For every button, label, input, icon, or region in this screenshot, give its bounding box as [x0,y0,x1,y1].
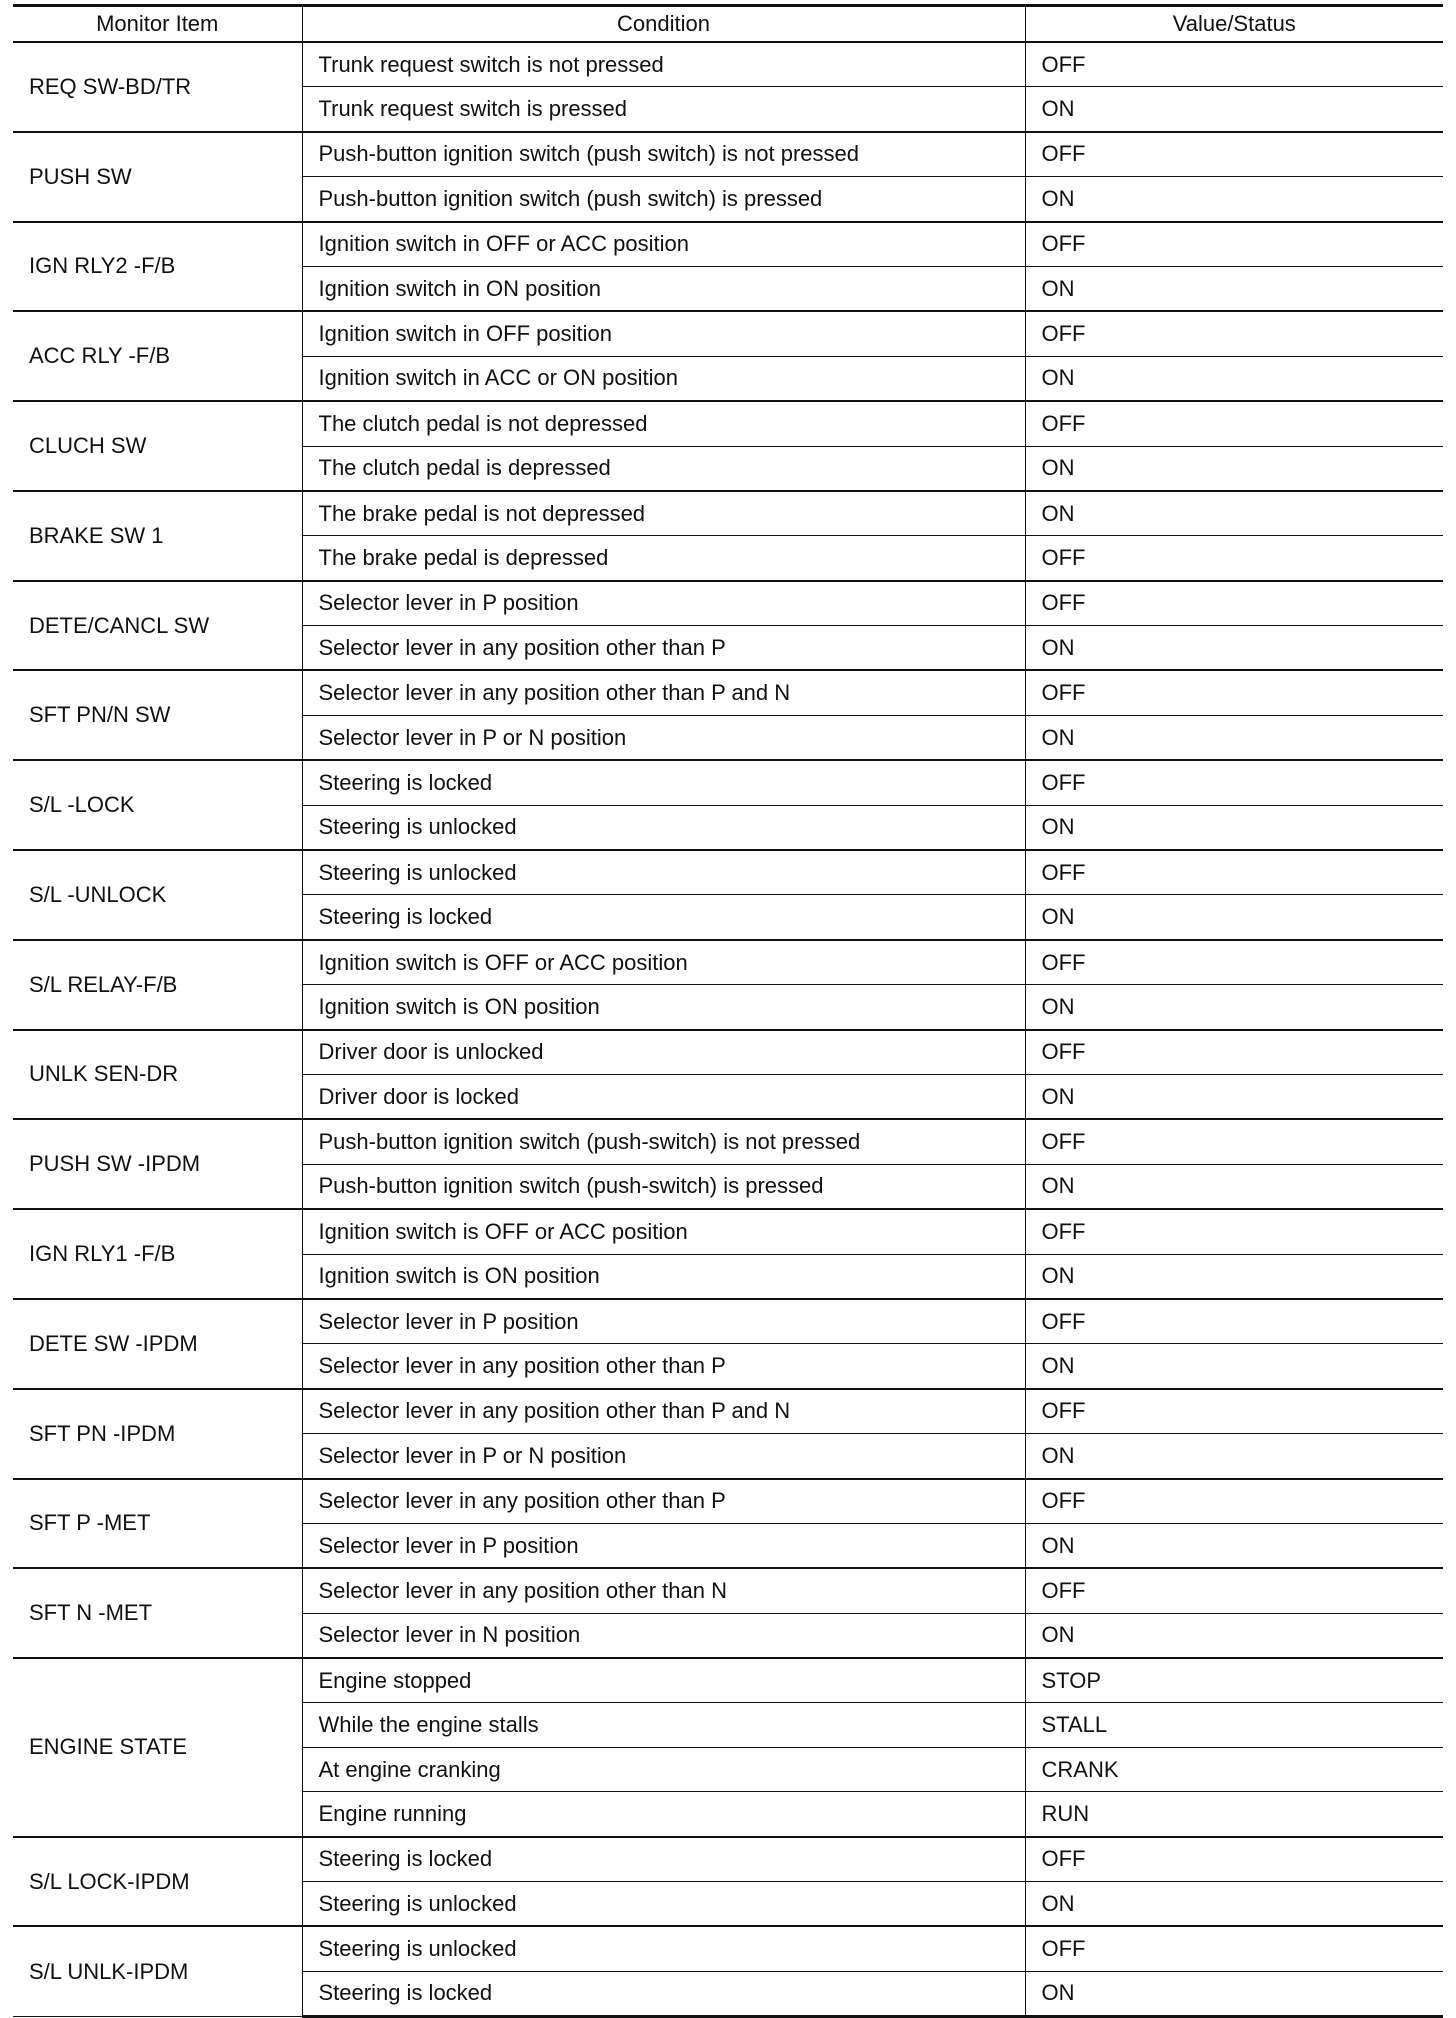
value-status-cell: OFF [1025,1119,1443,1164]
value-status-cell: RUN [1025,1792,1443,1837]
value-status-cell: ON [1025,1164,1443,1209]
monitor-item-cell: SFT PN -IPDM [13,1389,302,1479]
value-status-cell: STOP [1025,1658,1443,1703]
monitor-item-cell: S/L UNLK-IPDM [13,1926,302,2016]
condition-cell: Ignition switch in OFF or ACC position [302,222,1025,267]
table-body [13,42,1443,2017]
condition-cell: Selector lever in any position other than P [302,1479,1025,1524]
table-row [13,311,1443,356]
condition-cell: Steering is locked [302,1837,1025,1882]
value-status-cell: ON [1025,1523,1443,1568]
condition-cell: Ignition switch in OFF position [302,311,1025,356]
condition-cell: Steering is locked [302,1971,1025,2016]
monitor-item-cell: S/L -LOCK [13,760,302,850]
monitor-item-cell: ACC RLY -F/B [13,311,302,401]
value-status-cell: ON [1025,1971,1443,2016]
monitor-item-cell: SFT P -MET [13,1479,302,1569]
value-status-cell: OFF [1025,1209,1443,1254]
condition-cell: Ignition switch in ON position [302,266,1025,311]
table-row [13,132,1443,177]
condition-cell: Selector lever in any position other than N [302,1568,1025,1613]
monitor-item-cell: S/L -UNLOCK [13,850,302,940]
condition-cell: Ignition switch is OFF or ACC position [302,940,1025,985]
condition-cell: Push-button ignition switch (push switch) is pressed [302,177,1025,222]
value-status-cell: ON [1025,1882,1443,1927]
value-status-cell: OFF [1025,670,1443,715]
condition-cell: Steering is unlocked [302,1882,1025,1927]
value-status-cell: OFF [1025,581,1443,626]
condition-cell: Selector lever in any position other than P [302,626,1025,671]
table-header [13,6,1443,43]
table-row [13,1030,1443,1075]
value-status-cell: OFF [1025,940,1443,985]
table-row [13,760,1443,805]
value-status-cell: OFF [1025,311,1443,356]
table-row [13,1389,1443,1434]
value-status-cell: ON [1025,1434,1443,1479]
condition-cell: Steering is locked [302,895,1025,940]
table-row [13,1209,1443,1254]
condition-cell: Selector lever in P position [302,581,1025,626]
monitor-item-cell: DETE/CANCL SW [13,581,302,671]
table-row [13,1479,1443,1524]
monitor-item-cell: ENGINE STATE [13,1658,302,1837]
condition-cell: While the engine stalls [302,1703,1025,1747]
value-status-cell: ON [1025,1074,1443,1119]
monitor-item-sheet [13,4,1443,2018]
condition-cell: Selector lever in any position other than P and N [302,1389,1025,1434]
value-status-cell: OFF [1025,1926,1443,1971]
condition-cell: Steering is unlocked [302,805,1025,850]
monitor-item-cell: DETE SW -IPDM [13,1299,302,1389]
condition-cell: Driver door is unlocked [302,1030,1025,1075]
condition-cell: Push-button ignition switch (push-switch) is not pressed [302,1119,1025,1164]
value-status-cell: OFF [1025,1299,1443,1344]
header-row [13,6,1443,43]
value-status-cell: ON [1025,805,1443,850]
condition-cell: Selector lever in P position [302,1299,1025,1344]
condition-cell: Engine stopped [302,1658,1025,1703]
monitor-item-cell: S/L RELAY-F/B [13,940,302,1030]
condition-cell: Steering is locked [302,760,1025,805]
condition-cell: Ignition switch is ON position [302,985,1025,1030]
monitor-item-cell: CLUCH SW [13,401,302,491]
monitor-item-cell: IGN RLY2 -F/B [13,222,302,312]
value-status-cell: OFF [1025,1389,1443,1434]
monitor-item-table [13,4,1443,2018]
table-row [13,1119,1443,1164]
table-row [13,940,1443,985]
condition-cell: Ignition switch is ON position [302,1254,1025,1299]
value-status-cell: OFF [1025,1030,1443,1075]
condition-cell: Steering is unlocked [302,1926,1025,1971]
condition-cell: Selector lever in any position other than P and N [302,670,1025,715]
value-status-cell: OFF [1025,850,1443,895]
value-status-cell: ON [1025,985,1443,1030]
condition-cell: The brake pedal is depressed [302,536,1025,581]
monitor-item-cell: BRAKE SW 1 [13,491,302,581]
condition-cell: Push-button ignition switch (push switch) is not pressed [302,132,1025,177]
condition-cell: Ignition switch in ACC or ON position [302,356,1025,401]
value-status-cell: ON [1025,1613,1443,1658]
value-status-cell: ON [1025,1254,1443,1299]
header-value-status: Value/Status [1025,6,1443,43]
value-status-cell: ON [1025,177,1443,222]
condition-cell: The brake pedal is not depressed [302,491,1025,536]
monitor-item-cell: IGN RLY1 -F/B [13,1209,302,1299]
condition-cell: Driver door is locked [302,1074,1025,1119]
value-status-cell: OFF [1025,401,1443,446]
monitor-item-cell: PUSH SW -IPDM [13,1119,302,1209]
table-row [13,1658,1443,1703]
value-status-cell: OFF [1025,132,1443,177]
table-row [13,401,1443,446]
table-row [13,1299,1443,1344]
monitor-item-cell: SFT N -MET [13,1568,302,1658]
value-status-cell: OFF [1025,1479,1443,1524]
table-row [13,1568,1443,1613]
value-status-cell: ON [1025,266,1443,311]
table-row [13,1926,1443,1971]
value-status-cell: ON [1025,446,1443,491]
header-condition: Condition [302,6,1025,43]
value-status-cell: ON [1025,87,1443,132]
condition-cell: At engine cranking [302,1747,1025,1791]
monitor-item-cell: REQ SW-BD/TR [13,42,302,132]
table-row [13,1837,1443,1882]
value-status-cell: ON [1025,626,1443,671]
table-row [13,850,1443,895]
table-row [13,42,1443,87]
monitor-item-cell: S/L LOCK-IPDM [13,1837,302,1927]
value-status-cell: STALL [1025,1703,1443,1747]
monitor-item-cell: UNLK SEN-DR [13,1030,302,1120]
condition-cell: Trunk request switch is not pressed [302,42,1025,87]
value-status-cell: ON [1025,491,1443,536]
value-status-cell: OFF [1025,42,1443,87]
value-status-cell: OFF [1025,222,1443,267]
condition-cell: The clutch pedal is not depressed [302,401,1025,446]
table-row [13,491,1443,536]
condition-cell: Selector lever in P position [302,1523,1025,1568]
condition-cell: Selector lever in any position other than P [302,1344,1025,1389]
condition-cell: Ignition switch is OFF or ACC position [302,1209,1025,1254]
value-status-cell: OFF [1025,1837,1443,1882]
table-row [13,670,1443,715]
condition-cell: Selector lever in N position [302,1613,1025,1658]
value-status-cell: ON [1025,356,1443,401]
condition-cell: Push-button ignition switch (push-switch) is pressed [302,1164,1025,1209]
condition-cell: Steering is unlocked [302,850,1025,895]
monitor-item-cell: PUSH SW [13,132,302,222]
table-row [13,222,1443,267]
value-status-cell: ON [1025,715,1443,760]
condition-cell: Engine running [302,1792,1025,1837]
value-status-cell: ON [1025,895,1443,940]
value-status-cell: OFF [1025,536,1443,581]
value-status-cell: OFF [1025,1568,1443,1613]
condition-cell: Selector lever in P or N position [302,715,1025,760]
table-row [13,581,1443,626]
condition-cell: Trunk request switch is pressed [302,87,1025,132]
condition-cell: Selector lever in P or N position [302,1434,1025,1479]
header-monitor-item: Monitor Item [13,6,302,43]
value-status-cell: CRANK [1025,1747,1443,1791]
value-status-cell: ON [1025,1344,1443,1389]
condition-cell: The clutch pedal is depressed [302,446,1025,491]
value-status-cell: OFF [1025,760,1443,805]
monitor-item-cell: SFT PN/N SW [13,670,302,760]
